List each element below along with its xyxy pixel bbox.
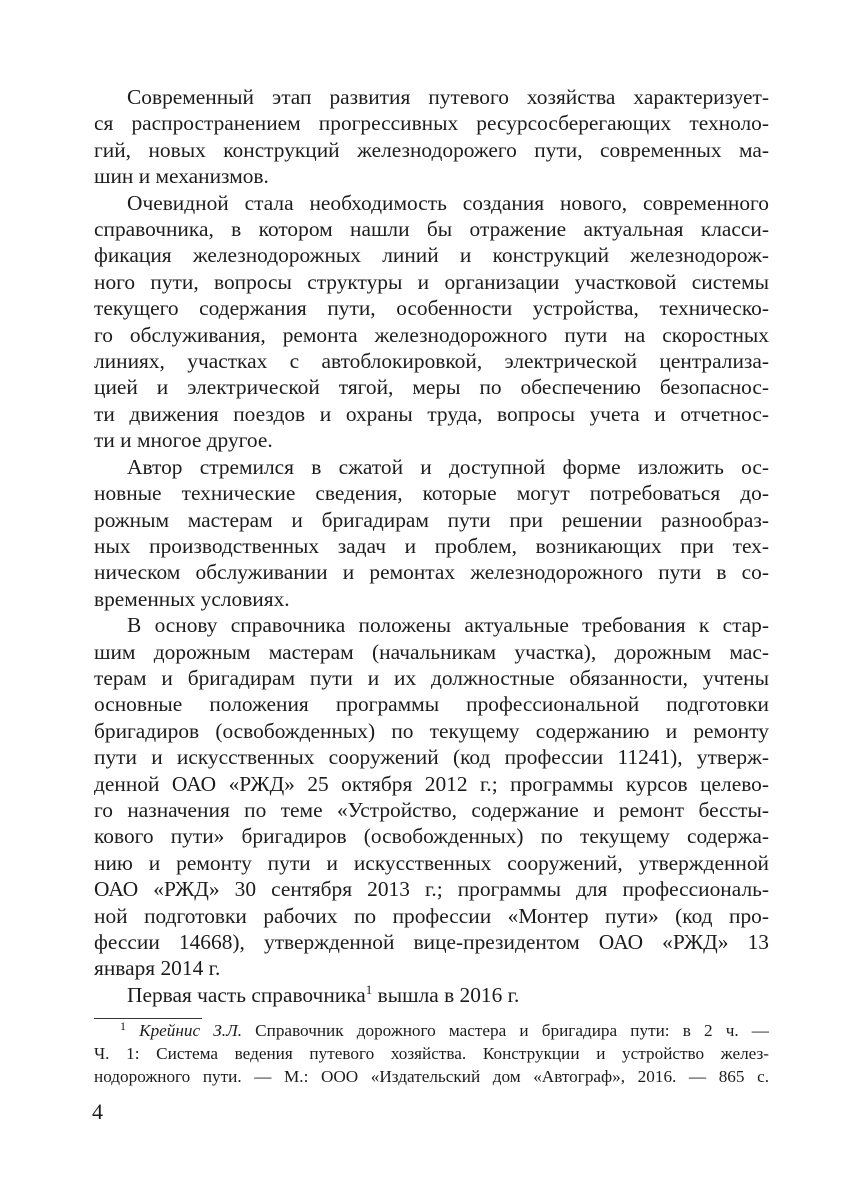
text-line: ОАО «РЖД» 30 сентября 2013 г.; программы для профессиональ- bbox=[94, 877, 769, 902]
text-line: ного пути, вопросы структуры и организации участковой системы bbox=[94, 269, 769, 294]
text-line: нию и ремонту пути и искусственных сооружений, утвержденной bbox=[94, 850, 769, 875]
text-line: шин и механизмов. bbox=[94, 164, 269, 189]
text-line: новные технические сведения, которые могут потребоваться до- bbox=[94, 481, 769, 506]
text-line: Автор стремился в сжатой и доступной форме изложить ос- bbox=[127, 454, 769, 479]
footnote-line bbox=[94, 1019, 769, 1042]
text-line: терам и бригадирам пути и их должностные обязанности, учтены bbox=[94, 665, 769, 690]
paragraph-1 bbox=[94, 84, 769, 190]
text-line: бригадиров (освобожденных) по текущему содержанию и ремонту bbox=[94, 718, 769, 743]
text-line: цией и электрической тягой, меры по обеспечению безопаснос- bbox=[94, 375, 769, 400]
text-line: ническом обслуживании и ремонтах железнодорожного пути в со- bbox=[94, 560, 769, 585]
footnote-text: Справочник дорожного мастера и бригадира пути: в 2 ч. — bbox=[242, 1021, 769, 1040]
text-line: В основу справочника положены актуальные требования к стар- bbox=[127, 613, 769, 638]
text-line: денной ОАО «РЖД» 25 октября 2012 г.; программы курсов целево- bbox=[94, 771, 769, 796]
text-line: текущего содержания пути, особенности устройства, техническо- bbox=[94, 296, 769, 321]
text-line: го назначения по теме «Устройство, содержание и ремонт бессты- bbox=[94, 797, 769, 822]
footnote-line: нодорожного пути. — М.: ООО «Издательский дом «Автограф», 2016. — 865 с. bbox=[94, 1067, 769, 1086]
text-run: Первая часть справочника bbox=[127, 982, 366, 1007]
text-line: пути и искусственных сооружений (код профессии 11241), утверж- bbox=[94, 745, 769, 770]
text-line: гий, новых конструкций железнодорожего пути, современных ма- bbox=[94, 137, 769, 162]
footnote-author: Крейнис З.Л. bbox=[139, 1021, 243, 1040]
text-line: фессии 14668), утвержденной вице-президентом ОАО «РЖД» 13 bbox=[94, 930, 769, 954]
text-line: временных условиях. bbox=[94, 586, 290, 611]
text-line: го обслуживания, ремонта железнодорожного пути на скоростных bbox=[94, 322, 769, 347]
paragraph-3 bbox=[94, 454, 769, 612]
text-line: Очевидной стала необходимость создания нового, современного bbox=[127, 190, 769, 215]
text-line bbox=[94, 982, 769, 1008]
footnote-line: Ч. 1: Система ведения путевого хозяйства. Конструкции и устройство желез- bbox=[94, 1044, 769, 1063]
text-line: ных производственных задач и проблем, возникающих при тех- bbox=[94, 533, 769, 558]
text-line: Современный этап развития путевого хозяйства характеризует- bbox=[127, 85, 769, 109]
text-line: кового пути» бригадиров (освобожденных) по текущему содержа- bbox=[94, 824, 769, 849]
text-line: ти движения поездов и охраны труда, вопросы учета и отчетнос- bbox=[94, 401, 769, 426]
paragraph-2 bbox=[94, 190, 769, 454]
text-run: вышла в 2016 г. bbox=[372, 982, 520, 1007]
footnote bbox=[94, 1019, 769, 1088]
text-line: ти и многое другое. bbox=[94, 428, 273, 453]
footnote-reference[interactable]: 1 bbox=[365, 981, 373, 997]
text-line: линиях, участках с автоблокировкой, электрической централиза- bbox=[94, 349, 769, 374]
text-line: ся распространением прогрессивных ресурсосберегающих техноло- bbox=[94, 111, 769, 136]
text-line: ной подготовки рабочих по профессии «Монтер пути» (код про- bbox=[94, 903, 769, 928]
paragraph-4 bbox=[94, 612, 769, 982]
paragraph-5 bbox=[94, 982, 769, 1008]
text-line: фикация железнодорожных линий и конструкций железнодорож- bbox=[94, 243, 769, 268]
text-line: рожным мастерам и бригадирам пути при решении разнообраз- bbox=[94, 507, 769, 532]
page-body bbox=[94, 84, 769, 1008]
footnote-mark: 1 bbox=[120, 1019, 126, 1033]
text-line: основные положения программы профессиональной подготовки bbox=[94, 692, 769, 717]
text-line: января 2014 г. bbox=[94, 956, 221, 981]
text-line: шим дорожным мастерам (начальникам участка), дорожным мас- bbox=[94, 639, 769, 664]
page-number: 4 bbox=[92, 1099, 103, 1124]
text-line: справочника, в котором нашли бы отражение актуальная класси- bbox=[94, 217, 769, 242]
